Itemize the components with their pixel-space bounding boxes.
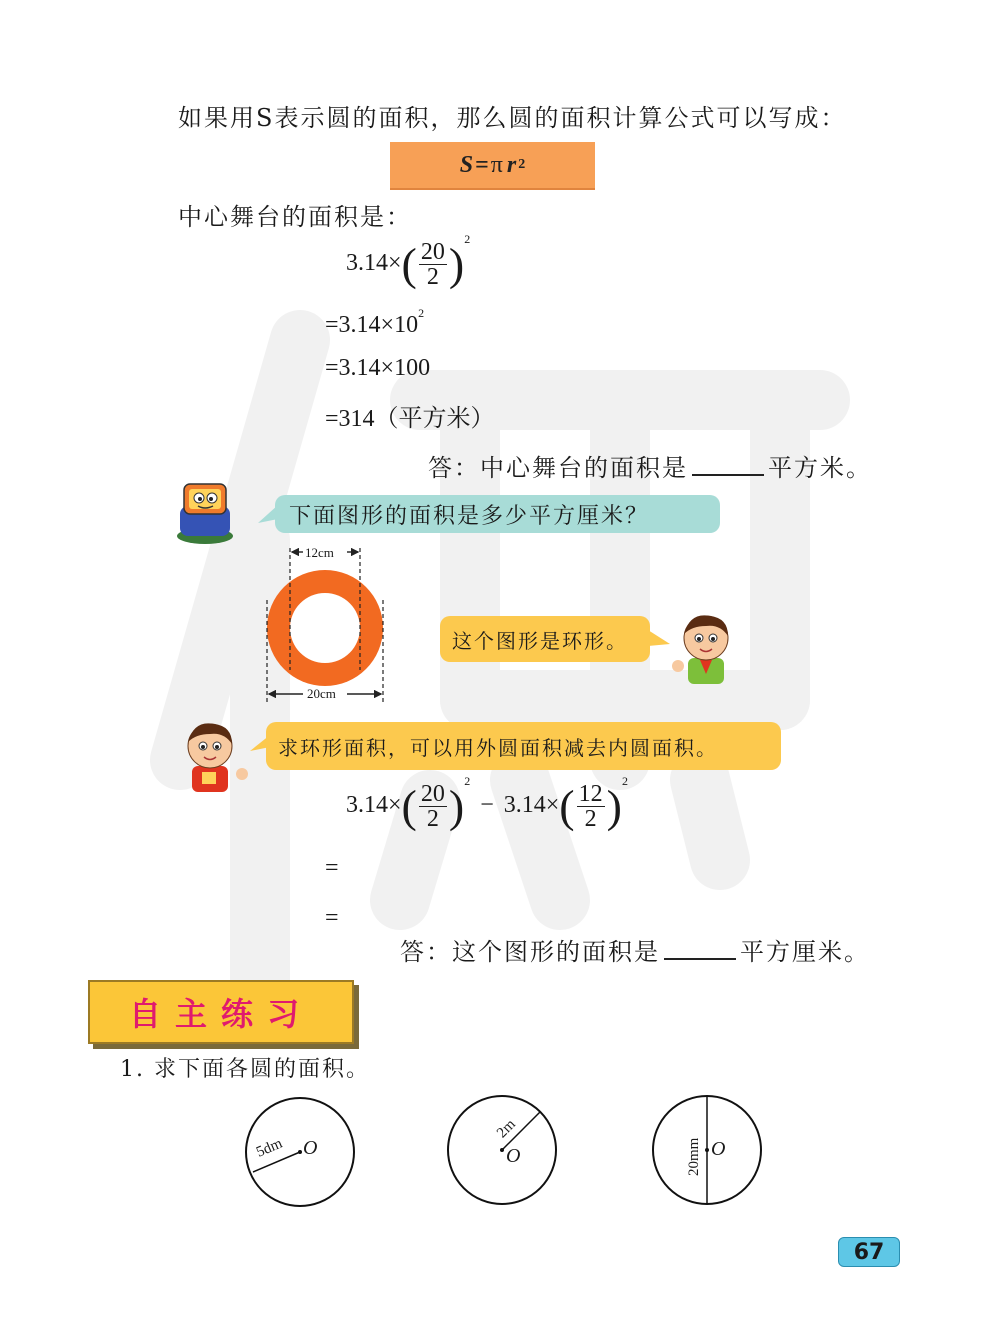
ring-outer-label: 20cm — [307, 686, 336, 701]
exercise-circle-2 — [448, 1096, 556, 1204]
area-formula-box — [390, 142, 595, 190]
ring-diagram — [255, 540, 395, 710]
formula-exp: 2 — [518, 157, 526, 172]
stage-heading: 中心舞台的面积是： — [178, 203, 412, 231]
ring-question: 下面图形的面积是多少平方厘米？ — [289, 503, 650, 529]
ring-method-text: 求环形面积，可以用外圆面积减去内圆面积。 — [278, 735, 718, 760]
yellow-bubble-tail-right — [648, 630, 670, 650]
stage-step-1: $=3.14\times 10^2$ — [325, 306, 425, 338]
circle-3-center-label: O — [711, 1138, 726, 1160]
ring-question-bubble — [275, 495, 720, 533]
stage-expression: 3.14×( $\frac{20}{2}$ )$^2$ — [346, 232, 471, 290]
ring-answer: 答：这个图形的面积是 平方厘米。 — [400, 938, 870, 966]
exercise-circle-3 — [653, 1096, 761, 1204]
section-title: 自主练习 — [88, 980, 354, 1044]
stage-fraction: $\frac{20}{2}$ — [420, 239, 445, 290]
exercise-1: 1. 求下面各圆的面积。 — [120, 1057, 370, 1082]
ring-expression: 3.14×( $\frac{20}{2}$ )$^2$ − 3.14×( $\frac{12}{2}$ )$^2$ — [346, 774, 628, 832]
intro-text: 如果用S表示圆的面积，那么圆的面积计算公式可以写成： — [178, 104, 847, 132]
circle-2-center-label: O — [506, 1145, 521, 1167]
robot-mascot-icon — [170, 478, 240, 548]
ring-fraction-2: $\frac{12}{2}$ — [578, 781, 603, 832]
formula-s: S — [459, 151, 474, 178]
boy-mascot-2-icon — [180, 716, 252, 792]
stage-answer: 答：中心舞台的面积是 平方米。 — [428, 454, 872, 482]
stage-step-3: =314（平方米） — [325, 406, 495, 432]
ring-step-2[interactable]: = — [325, 905, 339, 931]
stage-step-2: =3.14×100 — [325, 355, 431, 381]
ring-inner-label: 12cm — [305, 545, 334, 560]
ring-type-bubble — [440, 616, 650, 662]
ring-method-bubble — [266, 722, 781, 770]
ring-answer-blank[interactable] — [664, 936, 736, 960]
formula-eq: = — [475, 151, 489, 178]
circle-2-radius-label: 2m — [494, 1116, 519, 1142]
stage-answer-blank[interactable] — [692, 452, 764, 476]
boy-mascot-icon — [670, 608, 742, 684]
circle-3-diameter-label: 20mm — [686, 1137, 702, 1176]
ring-step-1[interactable]: = — [325, 855, 339, 881]
ring-inner-circle — [290, 593, 360, 663]
formula-pi: π — [490, 151, 503, 178]
page-number: 67 — [838, 1237, 900, 1267]
circle-1-center-label: O — [303, 1137, 318, 1159]
ring-type-text: 这个图形是环形。 — [452, 628, 628, 653]
ring-fraction-1: $\frac{20}{2}$ — [420, 781, 445, 832]
formula-r: r — [506, 151, 517, 178]
circle-1-radius-label: 5dm — [254, 1135, 285, 1161]
